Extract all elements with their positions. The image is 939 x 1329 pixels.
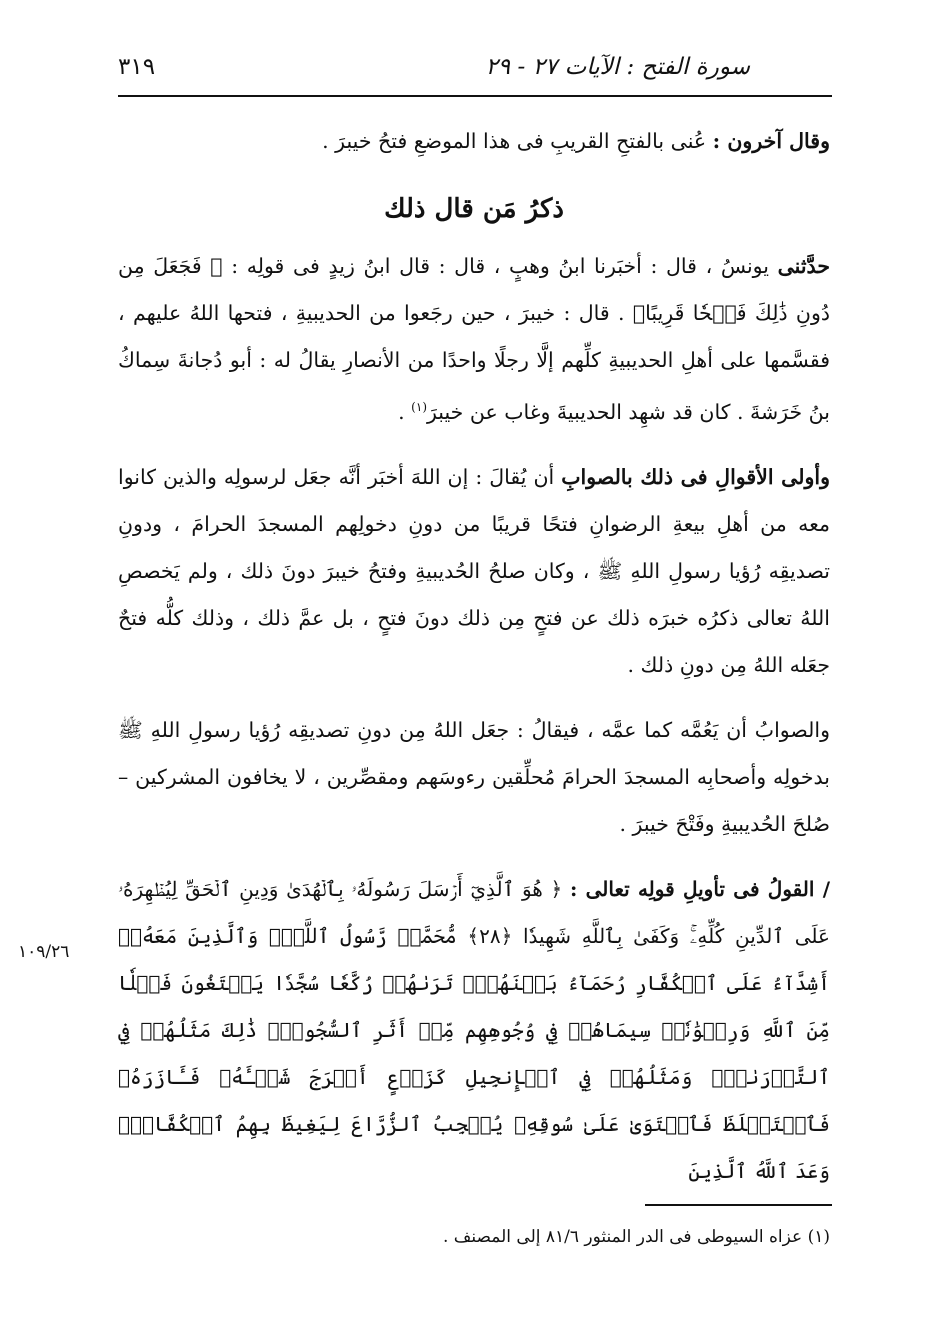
paragraph-1-lead: وقال آخرون :	[712, 129, 830, 153]
page-header	[118, 48, 830, 92]
footnote-marker: (١)	[411, 400, 427, 414]
section-heading: ذكرُ مَن قال ذلك	[384, 194, 564, 224]
header-rule	[118, 95, 832, 97]
paragraph-2-lead: حدَّثنى	[777, 254, 830, 278]
quran-verse-text: ﴿ هُوَ ٱلَّذِيٓ أَرۡسَلَ رَسُولَهُۥ بِٱلۡهُدَىٰ وَدِينِ ٱلۡحَقِّ لِيُظۡهِرَهُۥ عَلَى ٱلدِّينِ كُلِّهِۦۚ وَكَفَىٰ بِٱللَّهِ شَهِيدٗا ﴿٢٨﴾ مُّحَمَّدٞ رَّسُولُ ٱللَّهِۚ وَٱلَّذِينَ مَعَهُۥٓ أَشِدَّآءُ عَلَى ٱلۡكُفَّارِ رُحَمَآءُ بَيۡنَهُمۡۖ تَرَىٰهُمۡ رُكَّعٗا سُجَّدٗا يَبۡتَغُونَ فَضۡلٗا مِّنَ ٱللَّهِ وَرِضۡوَٰنٗاۖ سِيمَاهُمۡ فِي وُجُوهِهِم مِّنۡ أَثَرِ ٱلسُّجُودِۚ ذَٰلِكَ مَثَلُهُمۡ فِي ٱلتَّوۡرَىٰةِۚ وَمَثَلُهُمۡ فِي ٱلۡإِنجِيلِ كَزَرۡعٍ أَخۡرَجَ شَطۡـَٔهُۥ فَـَٔازَرَهُۥ فَٱسۡتَغۡلَظَ فَٱسۡتَوَىٰ عَلَىٰ سُوقِهِۦ يُعۡجِبُ ٱلزُّرَّاعَ لِيَغِيظَ بِهِمُ ٱلۡكُفَّارَۗ وَعَدَ ٱللَّهُ ٱلَّذِينَ	[118, 876, 830, 1183]
paragraph-5	[118, 866, 830, 1195]
margin-reference: ١٠٩/٢٦	[18, 942, 70, 962]
main-text	[118, 118, 830, 1195]
page-number: ٣١٩	[118, 54, 156, 80]
footnote: (١) عزاه السيوطى فى الدر المنثور ٨١/٦ إلى المصنف .	[443, 1227, 830, 1247]
paragraph-2	[118, 243, 830, 436]
paragraph-3-lead: وأولى الأقوالِ فى ذلك بالصوابِ	[561, 464, 830, 489]
paragraph-5-lead: / القولُ فى تأويلِ قولِه تعالى :	[569, 876, 831, 901]
paragraph-1	[118, 118, 830, 165]
paragraph-3	[118, 454, 830, 689]
paragraph-2-text: يونسُ ، قال : أخبَرنا ابنُ وهبٍ ، قال : قال ابنُ زيدٍ فى قولِه : ﴿ فَجَعَلَ مِن دُونِ ذَٰلِكَ فَتۡحٗا قَرِيبًا﴾ . قال : خيبرَ ، حين رجَعوا من الحديبيةِ ، فتحها اللهُ عليهم ، فقسَّمها على أهلِ الحديبيةِ كلِّهم إلَّا رجلًا واحدًا من الأنصارِ يقالُ له : أبو دُجانةَ سِماكُ بنُ خَرَشةَ . كان قد شهِد الحديبيةَ وغاب عن خيبرَ	[118, 254, 830, 424]
footnote-rule	[645, 1204, 832, 1206]
paragraph-4	[118, 707, 830, 848]
paragraph-1-text: عُنى بالفتحِ القريبِ فى هذا الموضعِ فتحُ خيبرَ .	[322, 129, 713, 153]
paragraph-3-text: أن يُقالَ : إن اللهَ أخبَر أنَّه جعَل لرسولِه والذين كانوا معه من أهلِ بيعةِ الرضوانِ فتحًا قريبًا من دونِ دخولِهم المسجدَ الحرامَ ، ودونِ تصديقِه رُؤيا رسولِ اللهِ ﷺ ، وكان صلحُ الحُديبيةِ وفتحُ خيبرَ دونَ ذلك ، ولم يَخصصِ اللهُ تعالى ذكرُه خبرَه ذلك عن فتحٍ مِن ذلك دونَ فتحٍ ، بل عمَّ ذلك ، وذلك كلُّه فتحٌ جعَله اللهُ مِن دونِ ذلك .	[118, 464, 830, 677]
paragraph-2-end: .	[398, 399, 412, 424]
running-title: سورة الفتح : الآيات ٢٧ - ٢٩	[485, 54, 750, 80]
paragraph-4-text: والصوابُ أن يَعُمَّه كما عمَّه ، فيقالُ : جعَل اللهُ مِن دونِ تصديقِه رُؤيا رسولِ اللهِ ﷺ بدخولِه وأصحابِه المسجدَ الحرامَ مُحلِّقين رءوسَهم ومقصِّرين ، لا يخافون المشركين – صُلحَ الحُديبيةِ وفَتْحَ خيبرَ .	[118, 717, 830, 836]
